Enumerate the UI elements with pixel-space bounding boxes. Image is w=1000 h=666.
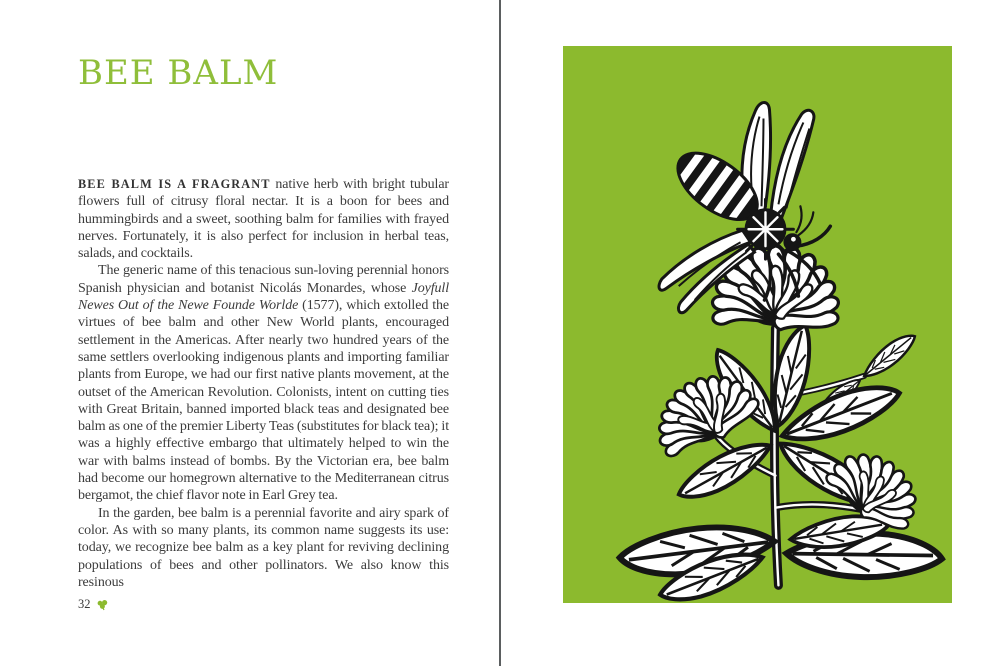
paragraph-1 <box>78 176 449 262</box>
illustration-panel <box>563 46 952 603</box>
paragraph-1-text: native herb with bright tubular flowers full of citrusy floral nectar. It is a boon for bees and hummingbirds and a sweet, soothing balm for families with frayed nerves. Fortunately, it is also perfect for inclusion in herbal teas, salads, and cocktails. <box>78 177 449 262</box>
body-text <box>78 176 449 591</box>
paragraph-2-text-a: The generic name of this tenacious sun-loving perennial honors Spanish physician and botanist Nicolás Monardes, whose <box>78 263 449 296</box>
bee-balm-woodcut-illustration <box>563 46 952 603</box>
chapter-title: BEE BALM <box>78 53 279 93</box>
paragraph-2-text-b: (1577), which extolled the virtues of bee balm and other New World plants, encouraged settlement in the Americas. After nearly two hundred years of the same settlers overlooking indigenous plants and importing familiar plants from Europe, we had our first native plants movement, at the outset of the American Revolution. Colonists, intent on cutting ties with Great Britain, banned imported black teas and designated bee balm as one of the premier Liberty Teas (substitutes for black tea); it was a highly effective embargo that ultimately helped to win the war with balms instead of bombs. By the Victorian era, bee balm had become our homegrown alternative to the Mediterranean citrus bergamot, the chief flavor note in Earl Grey tea. <box>78 298 450 504</box>
paragraph-lead: BEE BALM IS A FRAGRANT <box>78 177 271 191</box>
book-title-italic: Joyfull Newes Out of the Newe Founde Worlde <box>78 280 449 314</box>
bee-balm-sprig-icon <box>96 599 109 611</box>
paragraph-2 <box>78 262 449 504</box>
page-number: 32 <box>78 597 91 611</box>
page-footer <box>78 597 109 612</box>
page-gutter-line <box>499 0 501 666</box>
paragraph-3: In the garden, bee balm is a perennial favorite and airy spark of color. As with so many plants, its common name suggests its use: today, we recognize bee balm as a key plant for reviving declining populations of bees and other pollinators. We also know this resinous <box>78 505 449 590</box>
